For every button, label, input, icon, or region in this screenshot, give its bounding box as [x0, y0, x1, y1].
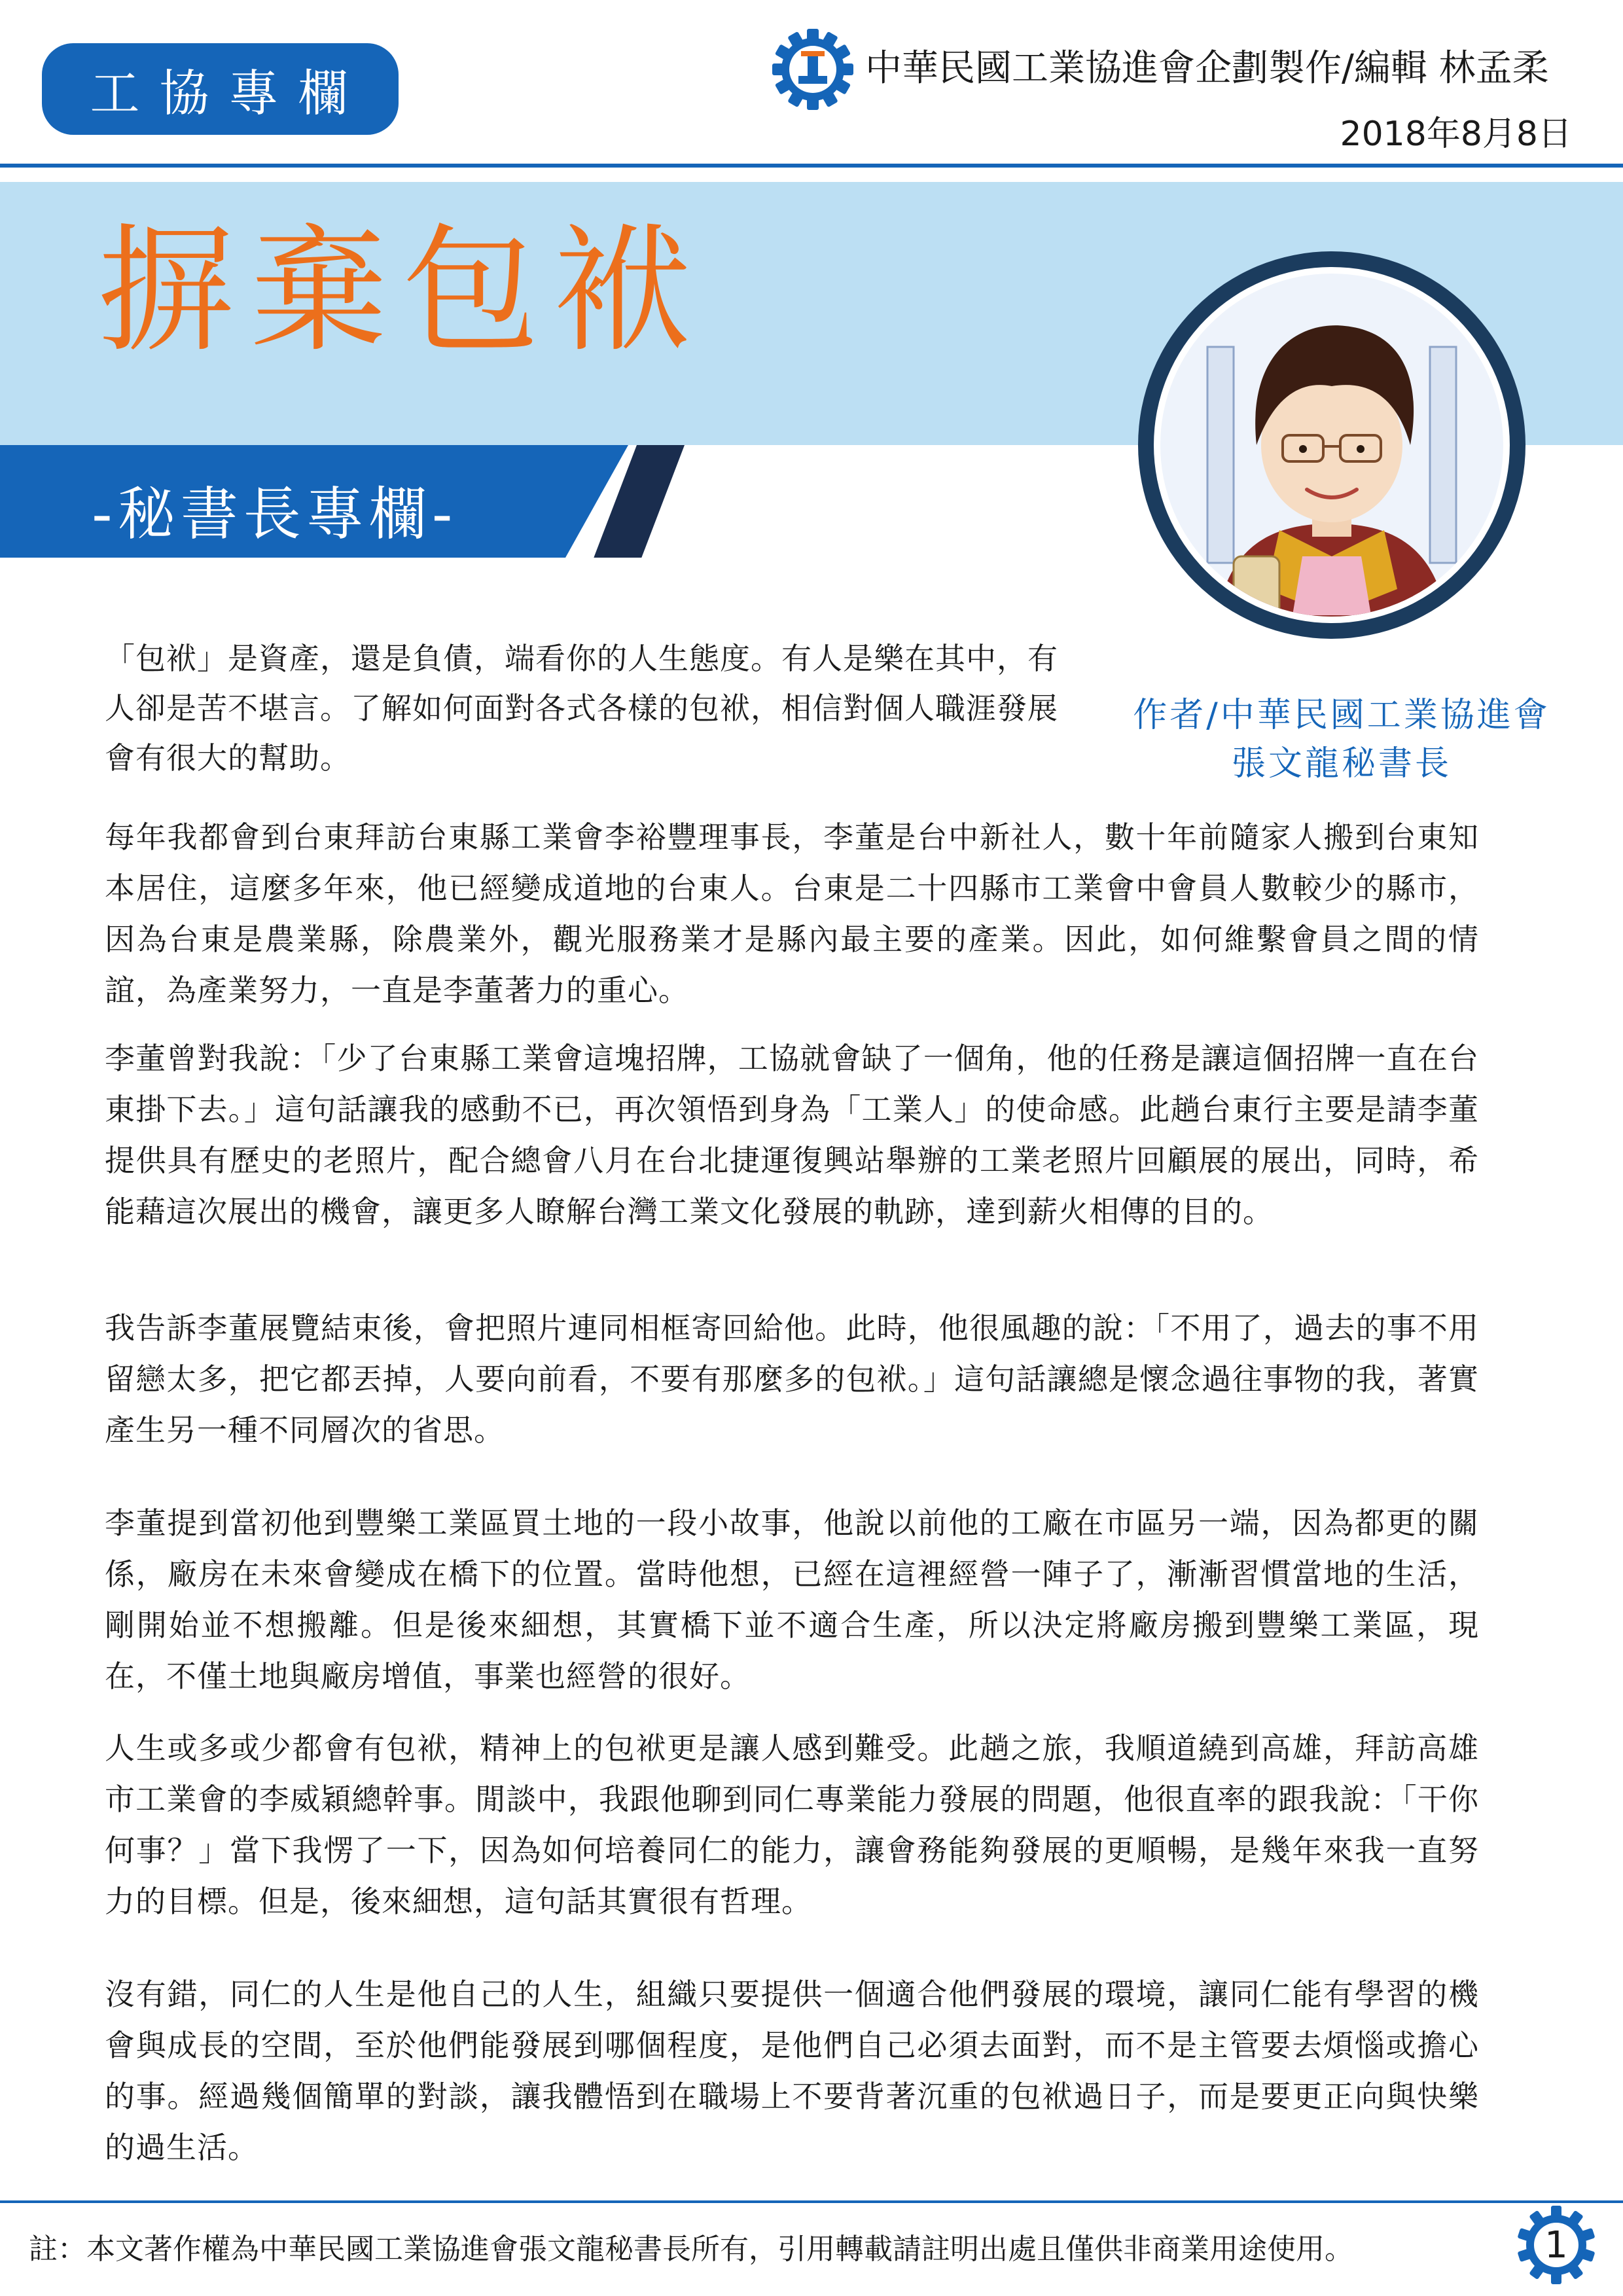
gear-logo-icon [771, 27, 855, 111]
paragraph-2: 李董曾對我說：「少了台東縣工業會這塊招牌，工協就會缺了一個角，他的任務是讓這個招牌一直在台東掛下去。」這句話讓我的感動不已，再次領悟到身為「工業人」的使命感。此趟台東行主要是請李董提供具有歷史的老照片，配合總會八月在台北捷運復興站舉辦的工業老照片回顧展的展出，同時，希能藉這次展出的機會，讓更多人瞭解台灣工業文化發展的軌跡，達到薪火相傳的目的。 [105, 1041, 1479, 1229]
header-divider [0, 164, 1623, 168]
org-credit: 中華民國工業協進會企劃製作/編輯 林孟柔 [865, 47, 1549, 90]
paragraph-3: 我告訴李董展覽結束後，會把照片連同相框寄回給他。此時，他很風趣的說：「不用了，過去的事不用留戀太多，把它都丟掉，人要向前看，不要有那麼多的包袱。」這句話讓總是懷念過往事物的我，著實產生另一種不同層次的省思。 [105, 1310, 1479, 1448]
paragraph-6: 沒有錯，同仁的人生是他自己的人生，組織只要提供一個適合他們發展的環境，讓同仁能有學習的機會與成長的空間，至於他們能發展到哪個程度，是他們自己必須去面對，而不是主管要去煩惱或擔心的事。經過幾個簡單的對談，讓我體悟到在職場上不要背著沉重的包袱過日子，而是要更正向與快樂的過生活。 [105, 1977, 1479, 2165]
article-title: 摒棄包袱 [98, 211, 706, 371]
author-line-2: 張文龍秘書長 [1231, 744, 1452, 783]
article-subtitle: -秘書長專欄- [92, 480, 458, 548]
author-credit [1113, 691, 1571, 788]
paragraph-4: 李董提到當初他到豐樂工業區買土地的一段小故事，他說以前他的工廠在市區另一端，因為都更的關係，廠房在未來會變成在橋下的位置。當時他想，已經在這裡經營一陣子了，漸漸習慣當地的生活，剛開始並不想搬離。但是後來細想，其實橋下並不適合生產，所以決定將廠房搬到豐樂工業區，現在，不僅土地與廠房增值，事業也經營的很好。 [105, 1505, 1479, 1694]
column-badge: 工協專欄 [42, 43, 399, 135]
intro-paragraph: 「包袱」是資產，還是負債，端看你的人生態度。有人是樂在其中，有人卻是苦不堪言。了解如何面對各式各樣的包袱，相信對個人職涯發展會有很大的幫助。 [105, 641, 1058, 776]
author-line-1: 作者/中華民國工業協進會 [1133, 696, 1550, 735]
caricature-portrait [1135, 249, 1528, 641]
page-number: 1 [1544, 2223, 1568, 2267]
copyright-note: 註：本文著作權為中華民國工業協進會張文龍秘書長所有，引用轉載請註明出處且僅供非商業用途使用。 [29, 2233, 1353, 2266]
publish-date: 2018年8月8日 [1340, 115, 1572, 154]
paragraph-1: 每年我都會到台東拜訪台東縣工業會李裕豐理事長，李董是台中新社人，數十年前隨家人搬到台東知本居住，這麼多年來，他已經變成道地的台東人。台東是二十四縣市工業會中會員人數較少的縣市，因為台東是農業縣，除農業外，觀光服務業才是縣內最主要的產業。因此，如何維繫會員之間的情誼，為產業努力，一直是李董著力的重心。 [105, 819, 1479, 1008]
paragraph-5: 人生或多或少都會有包袱，精神上的包袱更是讓人感到難受。此趟之旅，我順道繞到高雄，拜訪高雄市工業會的李威穎總幹事。閒談中，我跟他聊到同仁專業能力發展的問題，他很直率的跟我說：「干你何事？」當下我愣了一下，因為如何培養同仁的能力，讓會務能夠發展的更順暢，是幾年來我一直努力的目標。但是，後來細想，這句話其實很有哲理。 [105, 1731, 1479, 1919]
footer-divider [0, 2200, 1623, 2203]
